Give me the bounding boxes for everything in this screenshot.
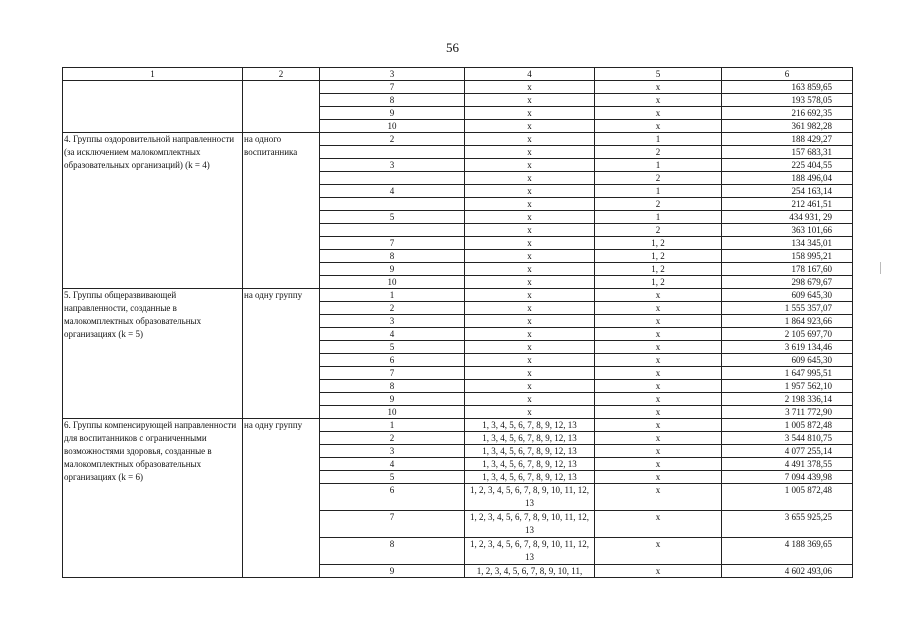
cell-col-6: 1 555 357,07	[722, 302, 853, 315]
group-unit: на одну группу	[243, 419, 320, 578]
cell-col-4: x	[465, 367, 595, 380]
cell-col-6: 1 864 923,66	[722, 315, 853, 328]
table-row	[63, 289, 853, 302]
cell-col-6: 188 429,27	[722, 133, 853, 146]
cell-col-3: 3	[320, 445, 465, 458]
cell-col-5: x	[595, 120, 722, 133]
cell-col-5: x	[595, 432, 722, 445]
cell-col-6: 188 496,04	[722, 172, 853, 185]
cell-col-3: 6	[320, 354, 465, 367]
cell-col-3	[320, 146, 465, 159]
table-row	[63, 419, 853, 432]
cell-col-5: 2	[595, 146, 722, 159]
norms-table	[62, 67, 853, 578]
cell-col-3: 2	[320, 432, 465, 445]
cell-col-5: x	[595, 511, 722, 538]
cell-col-6: 1 957 562,10	[722, 380, 853, 393]
cell-col-3: 9	[320, 565, 465, 578]
cell-col-5: x	[595, 458, 722, 471]
cell-col-5: x	[595, 341, 722, 354]
cell-col-3: 10	[320, 276, 465, 289]
cell-col-5: 2	[595, 198, 722, 211]
cell-col-4: 1, 2, 3, 4, 5, 6, 7, 8, 9, 10, 11, 12, 13	[465, 484, 595, 511]
cell-col-3: 2	[320, 133, 465, 146]
cell-col-5: x	[595, 484, 722, 511]
cell-col-6: 434 931, 29	[722, 211, 853, 224]
cell-col-4: x	[465, 172, 595, 185]
cell-col-6: 361 982,28	[722, 120, 853, 133]
cell-col-5: x	[595, 419, 722, 432]
cell-col-4: x	[465, 211, 595, 224]
cell-col-3: 8	[320, 250, 465, 263]
cell-col-5: x	[595, 367, 722, 380]
cell-col-3: 10	[320, 406, 465, 419]
cell-col-4: 1, 3, 4, 5, 6, 7, 8, 9, 12, 13	[465, 432, 595, 445]
cell-col-4: x	[465, 289, 595, 302]
cell-col-6: 1 647 995,51	[722, 367, 853, 380]
cell-col-5: x	[595, 380, 722, 393]
group-description: 5. Группы общеразвивающей направленности, созданные в малокомплектных образовательных организациях (k = 5)	[63, 289, 243, 419]
cell-col-4: x	[465, 159, 595, 172]
cell-col-6: 609 645,30	[722, 289, 853, 302]
cell-col-6: 3 544 810,75	[722, 432, 853, 445]
cell-col-6: 212 461,51	[722, 198, 853, 211]
column-header: 5	[595, 68, 722, 81]
cell-col-3: 7	[320, 367, 465, 380]
cell-col-4: x	[465, 198, 595, 211]
cell-col-5: 1	[595, 211, 722, 224]
cell-col-6: 609 645,30	[722, 354, 853, 367]
cell-col-3: 8	[320, 94, 465, 107]
cell-col-6: 254 163,14	[722, 185, 853, 198]
cell-col-6: 216 692,35	[722, 107, 853, 120]
cell-col-4: x	[465, 315, 595, 328]
cell-col-6: 134 345,01	[722, 237, 853, 250]
cell-col-4: x	[465, 406, 595, 419]
cell-col-5: x	[595, 107, 722, 120]
cell-col-4: x	[465, 380, 595, 393]
header-row	[63, 68, 853, 81]
cell-col-4: 1, 3, 4, 5, 6, 7, 8, 9, 12, 13	[465, 471, 595, 484]
cell-col-3: 3	[320, 159, 465, 172]
group-unit: на одного воспитанника	[243, 133, 320, 289]
cell-col-6: 7 094 439,98	[722, 471, 853, 484]
group-description: 4. Группы оздоровительной направленности (за исключением малокомплектных образовательных организаций) (k = 4)	[63, 133, 243, 289]
cell-col-5: 1, 2	[595, 263, 722, 276]
cell-col-4: x	[465, 120, 595, 133]
cell-col-5: 1, 2	[595, 276, 722, 289]
cell-col-3: 4	[320, 458, 465, 471]
cell-col-5: x	[595, 289, 722, 302]
cell-col-3: 8	[320, 380, 465, 393]
cell-col-6: 4 188 369,65	[722, 538, 853, 565]
cell-col-3: 10	[320, 120, 465, 133]
page-number: 56	[446, 40, 459, 55]
cell-col-5: x	[595, 302, 722, 315]
cell-col-6: 157 683,31	[722, 146, 853, 159]
column-header: 2	[243, 68, 320, 81]
cell-col-4: 1, 2, 3, 4, 5, 6, 7, 8, 9, 10, 11,	[465, 565, 595, 578]
cell-col-3: 5	[320, 471, 465, 484]
table-row	[63, 81, 853, 94]
cell-col-3	[320, 224, 465, 237]
cell-col-3	[320, 172, 465, 185]
cell-col-5: 2	[595, 172, 722, 185]
cell-col-5: x	[595, 445, 722, 458]
cell-col-4: 1, 3, 4, 5, 6, 7, 8, 9, 12, 13	[465, 458, 595, 471]
scan-artifact	[880, 262, 881, 274]
cell-col-3: 9	[320, 263, 465, 276]
cell-col-5: x	[595, 315, 722, 328]
cell-col-6: 363 101,66	[722, 224, 853, 237]
cell-col-6: 298 679,67	[722, 276, 853, 289]
group-description	[63, 81, 243, 133]
cell-col-6: 158 995,21	[722, 250, 853, 263]
cell-col-5: x	[595, 393, 722, 406]
cell-col-5: 2	[595, 224, 722, 237]
cell-col-6: 4 077 255,14	[722, 445, 853, 458]
cell-col-6: 2 105 697,70	[722, 328, 853, 341]
column-header: 4	[465, 68, 595, 81]
group-unit: на одну группу	[243, 289, 320, 419]
cell-col-4: x	[465, 328, 595, 341]
cell-col-5: x	[595, 538, 722, 565]
cell-col-5: 1	[595, 159, 722, 172]
cell-col-6: 2 198 336,14	[722, 393, 853, 406]
table-row	[63, 133, 853, 146]
cell-col-6: 3 655 925,25	[722, 511, 853, 538]
cell-col-6: 178 167,60	[722, 263, 853, 276]
cell-col-4: x	[465, 263, 595, 276]
cell-col-6: 225 404,55	[722, 159, 853, 172]
cell-col-3: 3	[320, 315, 465, 328]
cell-col-5: x	[595, 471, 722, 484]
cell-col-6: 3 711 772,90	[722, 406, 853, 419]
cell-col-3	[320, 198, 465, 211]
cell-col-5: x	[595, 565, 722, 578]
cell-col-3: 4	[320, 328, 465, 341]
cell-col-4: x	[465, 146, 595, 159]
cell-col-6: 193 578,05	[722, 94, 853, 107]
cell-col-5: x	[595, 354, 722, 367]
column-header: 1	[63, 68, 243, 81]
cell-col-5: x	[595, 94, 722, 107]
cell-col-3: 5	[320, 211, 465, 224]
cell-col-4: x	[465, 237, 595, 250]
cell-col-3: 6	[320, 484, 465, 511]
cell-col-4: x	[465, 224, 595, 237]
cell-col-3: 1	[320, 289, 465, 302]
cell-col-4: 1, 3, 4, 5, 6, 7, 8, 9, 12, 13	[465, 419, 595, 432]
cell-col-4: x	[465, 81, 595, 94]
cell-col-4: x	[465, 185, 595, 198]
group-description: 6. Группы компенсирующей направленности для воспитанников с ограниченными возможностями здоровья, созданные в малокомплектных образовательных организациях (k = 6)	[63, 419, 243, 578]
cell-col-4: x	[465, 341, 595, 354]
cell-col-5: x	[595, 406, 722, 419]
cell-col-4: x	[465, 393, 595, 406]
column-header: 3	[320, 68, 465, 81]
cell-col-5: x	[595, 81, 722, 94]
cell-col-3: 7	[320, 511, 465, 538]
cell-col-6: 4 491 378,55	[722, 458, 853, 471]
cell-col-3: 7	[320, 237, 465, 250]
cell-col-4: 1, 3, 4, 5, 6, 7, 8, 9, 12, 13	[465, 445, 595, 458]
cell-col-5: 1, 2	[595, 250, 722, 263]
cell-col-5: 1, 2	[595, 237, 722, 250]
cell-col-5: x	[595, 328, 722, 341]
cell-col-6: 3 619 134,46	[722, 341, 853, 354]
cell-col-3: 2	[320, 302, 465, 315]
cell-col-4: x	[465, 133, 595, 146]
cell-col-6: 1 005 872,48	[722, 484, 853, 511]
cell-col-3: 4	[320, 185, 465, 198]
cell-col-4: 1, 2, 3, 4, 5, 6, 7, 8, 9, 10, 11, 12, 13	[465, 511, 595, 538]
cell-col-4: x	[465, 354, 595, 367]
cell-col-6: 1 005 872,48	[722, 419, 853, 432]
cell-col-6: 4 602 493,06	[722, 565, 853, 578]
cell-col-4: x	[465, 276, 595, 289]
group-unit	[243, 81, 320, 133]
cell-col-4: x	[465, 94, 595, 107]
cell-col-5: 1	[595, 185, 722, 198]
cell-col-3: 1	[320, 419, 465, 432]
cell-col-3: 9	[320, 393, 465, 406]
cell-col-4: x	[465, 250, 595, 263]
cell-col-4: x	[465, 302, 595, 315]
cell-col-5: 1	[595, 133, 722, 146]
cell-col-3: 7	[320, 81, 465, 94]
column-header: 6	[722, 68, 853, 81]
cell-col-3: 9	[320, 107, 465, 120]
cell-col-6: 163 859,65	[722, 81, 853, 94]
cell-col-4: 1, 2, 3, 4, 5, 6, 7, 8, 9, 10, 11, 12, 13	[465, 538, 595, 565]
cell-col-3: 8	[320, 538, 465, 565]
cell-col-4: x	[465, 107, 595, 120]
cell-col-3: 5	[320, 341, 465, 354]
